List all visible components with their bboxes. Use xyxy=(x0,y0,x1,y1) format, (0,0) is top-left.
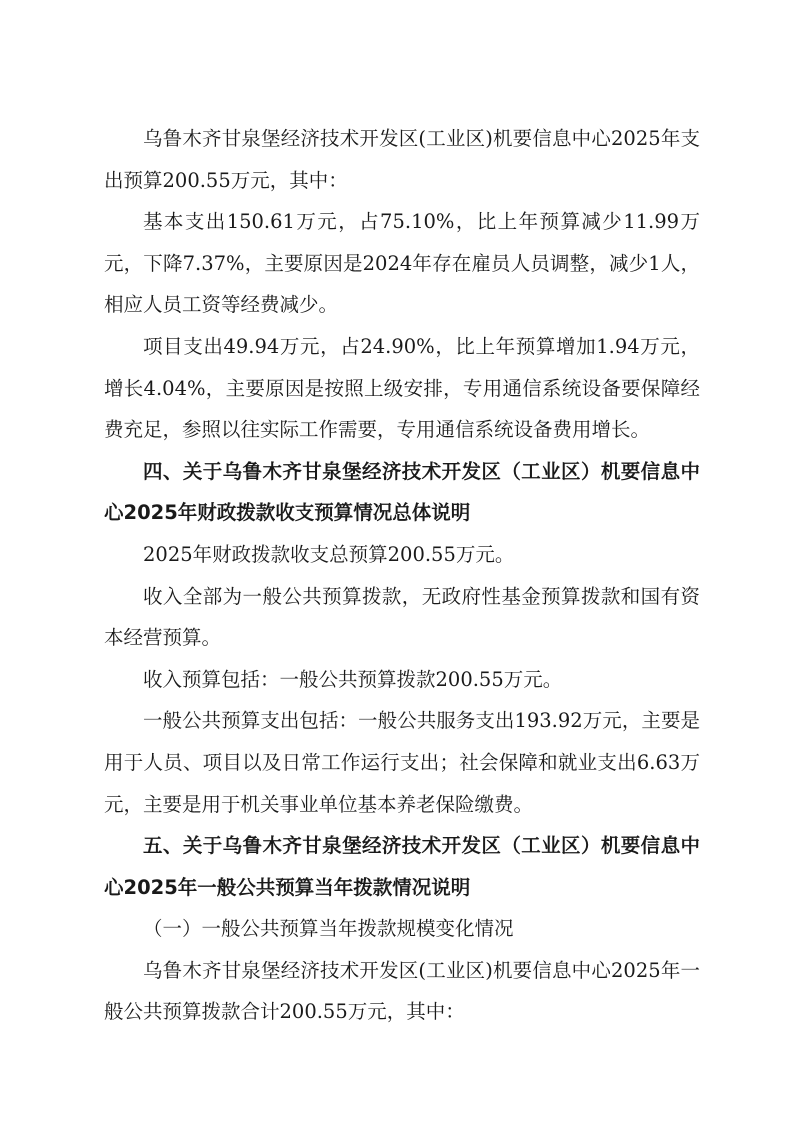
section-5-heading: 五、关于乌鲁木齐甘泉堡经济技术开发区（工业区）机要信息中心2025年一般公共预算当年拨款情况说明 xyxy=(104,834,700,899)
paragraph-public-appropriation: 乌鲁木齐甘泉堡经济技术开发区(工业区)机要信息中心2025年一般公共预算拨款合计200.55万元，其中： xyxy=(104,958,700,1024)
paragraph-public-expenditure: 一般公共预算支出包括：一般公共服务支出193.92万元，主要是用于人员、项目以及日常工作运行支出；社会保障和就业支出6.63万元，主要是用于机关事业单位基本养老保险缴费。 xyxy=(104,709,700,816)
paragraph-income-budget: 收入预算包括：一般公共预算拨款200.55万元。 xyxy=(143,667,563,691)
paragraph-income-source: 收入全部为一般公共预算拨款，无政府性基金预算拨款和国有资本经营预算。 xyxy=(104,584,700,650)
paragraph-project-expenditure: 项目支出49.94万元，占24.90%，比上年预算增加1.94万元，增长4.04%，主要原因是按照上级安排，专用通信系统设备要保障经费充足，参照以往实际工作需要，专用通信系统设备费用增长。 xyxy=(104,334,700,442)
section-4-heading: 四、关于乌鲁木齐甘泉堡经济技术开发区（工业区）机要信息中心2025年财政拨款收支预算情况总体说明 xyxy=(104,459,700,525)
paragraph-expenditure-total: 乌鲁木齐甘泉堡经济技术开发区(工业区)机要信息中心2025年支出预算200.55万元，其中： xyxy=(104,127,700,192)
document-body xyxy=(104,118,700,1033)
paragraph-fiscal-total: 2025年财政拨款收支总预算200.55万元。 xyxy=(143,542,515,566)
paragraph-basic-expenditure: 基本支出150.61万元，占75.10%，比上年预算减少11.99万元，下降7.37%，主要原因是2024年存在雇员人员调整，减少1人，相应人员工资等经费减少。 xyxy=(104,210,700,317)
section-5-subheading: （一）一般公共预算当年拨款规模变化情况 xyxy=(143,917,514,941)
